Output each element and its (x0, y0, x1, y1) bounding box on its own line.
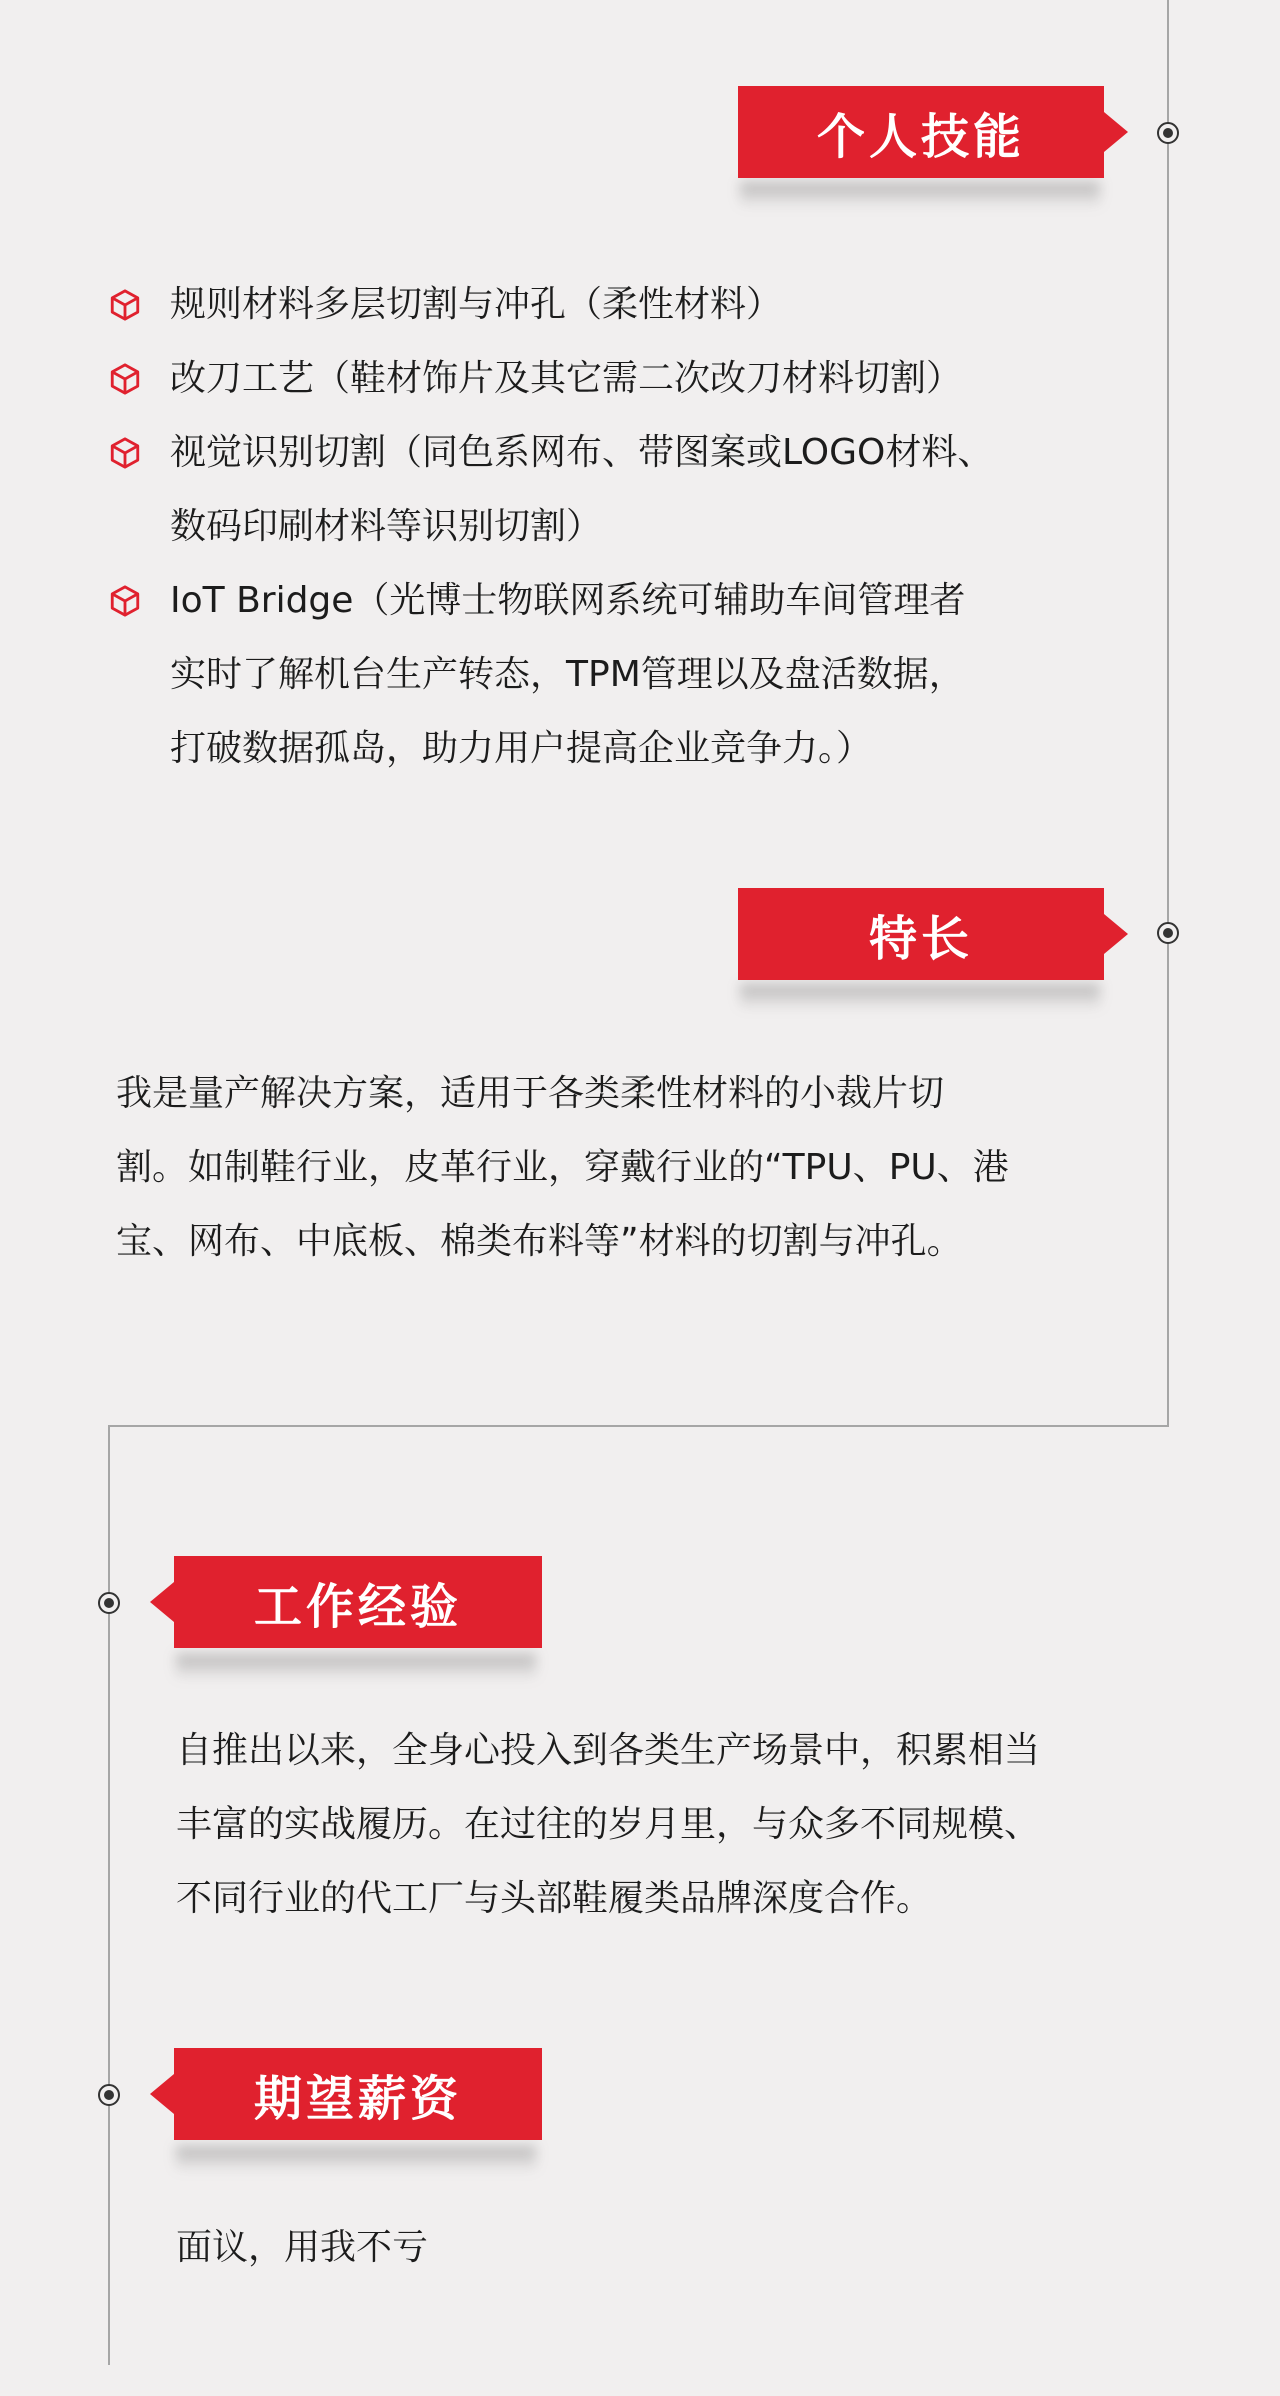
skill-text: 数码印刷材料等识别切割） (170, 506, 603, 547)
salary-heading-tag (174, 2048, 542, 2140)
cube-outline-icon (108, 288, 142, 322)
tag-shadow (740, 984, 1100, 1010)
experience-heading-tag (174, 1556, 542, 1648)
tag-shadow (176, 2146, 536, 2172)
specialty-line: 我是量产解决方案，适用于各类柔性材料的小裁片切 (116, 1073, 945, 1114)
skill-item (104, 268, 1104, 342)
tag-shadow (176, 1654, 536, 1680)
cube-outline-icon (108, 362, 142, 396)
skills-heading: 个人技能 (816, 108, 1025, 165)
specialty-text (116, 1057, 1136, 1279)
skill-text: IoT Bridge（光博士物联网系统可辅助车间管理者 (170, 580, 966, 621)
skill-item (104, 564, 1104, 786)
experience-line: 丰富的实战履历。在过往的岁月里，与众多不同规模、 (176, 1804, 1041, 1845)
timeline-dot-icon (98, 2084, 120, 2106)
experience-heading: 工作经验 (253, 1578, 462, 1635)
skill-item (104, 342, 1104, 416)
specialty-heading-tag (738, 888, 1104, 980)
tag-shadow (740, 182, 1100, 208)
skill-text: 改刀工艺（鞋材饰片及其它需二次改刀材料切割） (170, 358, 963, 399)
skills-list (104, 268, 1104, 786)
timeline-line-left (108, 1425, 110, 2365)
skill-item (104, 416, 1104, 564)
skills-heading-tag (738, 86, 1104, 178)
cube-outline-icon (108, 436, 142, 470)
specialty-line: 宝、网布、中底板、棉类布料等”材料的切割与冲孔。 (116, 1221, 963, 1262)
skill-text: 规则材料多层切割与冲孔（柔性材料） (170, 284, 783, 325)
specialty-line: 割。如制鞋行业，皮革行业，穿戴行业的“TPU、PU、港 (116, 1147, 1009, 1188)
salary-heading: 期望薪资 (253, 2070, 462, 2127)
timeline-dot-icon (98, 1592, 120, 1614)
specialty-heading: 特长 (868, 910, 973, 967)
cube-outline-icon (108, 584, 142, 618)
experience-text (176, 1714, 1176, 1936)
timeline-dot-icon (1157, 922, 1179, 944)
skill-text: 打破数据孤岛，助力用户提高企业竞争力。） (170, 728, 873, 769)
skill-text: 视觉识别切割（同色系网布、带图案或LOGO材料、 (170, 432, 994, 473)
timeline-dot-icon (1157, 122, 1179, 144)
salary-text: 面议，用我不亏 (176, 2227, 429, 2268)
timeline-line-connector (108, 1425, 1169, 1427)
timeline-line-right (1167, 0, 1169, 1427)
experience-line: 不同行业的代工厂与头部鞋履类品牌深度合作。 (176, 1878, 933, 1919)
experience-line: 自推出以来，全身心投入到各类生产场景中，积累相当 (176, 1730, 1041, 1771)
skill-text: 实时了解机台生产转态，TPM管理以及盘活数据， (170, 654, 965, 695)
